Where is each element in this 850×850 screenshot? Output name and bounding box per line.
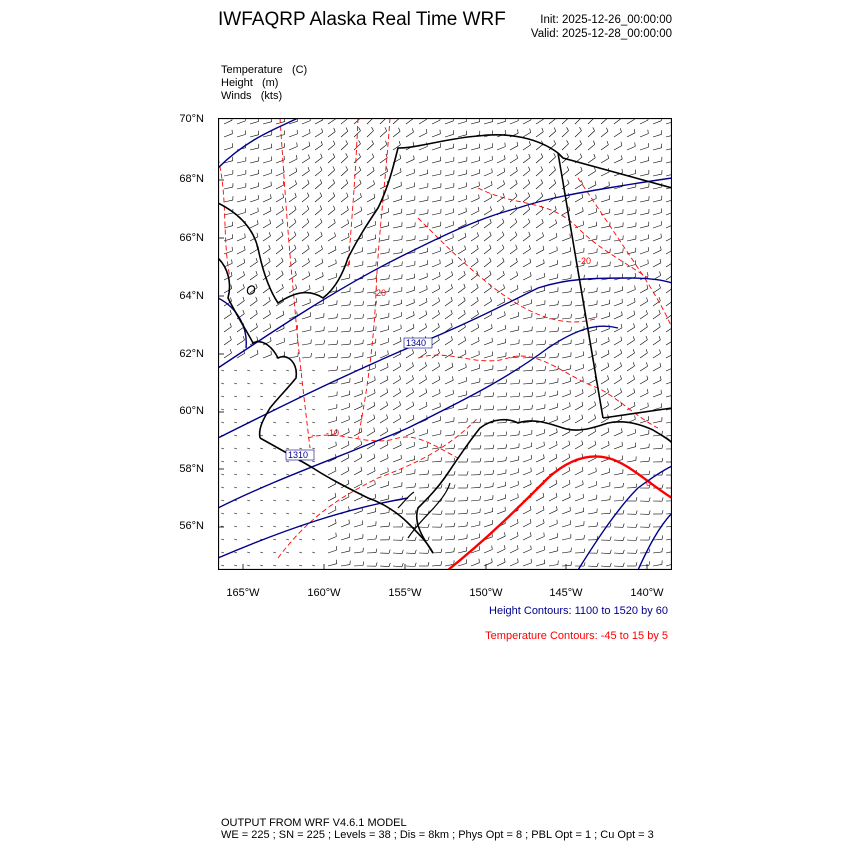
map-background [218,118,672,570]
lon-label-150: 150°W [469,587,503,599]
lat-label-56: 56°N [179,520,204,532]
field-height: Height (m) [221,77,279,89]
lon-label-165: 165°W [226,587,260,599]
model-footer [221,817,654,841]
map-panel [218,118,672,570]
temp-label: -20 [373,288,387,298]
lat-label-68: 68°N [179,173,204,185]
run-times [531,13,672,41]
lat-label-58: 58°N [179,463,204,475]
lat-label-60: 60°N [179,405,204,417]
model-config: WE = 225 ; SN = 225 ; Levels = 38 ; Dis = 8km ; Phys Opt = 8 ; PBL Opt = 1 ; Cu Opt = 3 [221,829,654,841]
temp-label: -10 [326,428,340,438]
valid-time: Valid: 2025-12-28_00:00:00 [530,28,672,40]
height-label: 1310 [288,450,309,460]
init-time: Init: 2025-12-26_00:00:00 [540,14,672,26]
height-contour-legend: Height Contours: 1100 to 1520 by 60 [489,605,668,617]
lon-label-140: 140°W [630,587,664,599]
plot-title: IWFAQRP Alaska Real Time WRF [218,9,506,30]
lat-label-64: 64°N [179,290,204,302]
temperature-contour-legend: Temperature Contours: -45 to 15 by 5 [485,630,668,642]
lat-label-70: 70°N [179,113,204,125]
model-version: OUTPUT FROM WRF V4.6.1 MODEL [221,817,407,829]
temp-label: 0 [646,478,652,488]
field-temperature: Temperature (C) [221,64,308,76]
lon-label-145: 145°W [549,587,583,599]
lon-label-160: 160°W [307,587,341,599]
lat-label-66: 66°N [179,232,204,244]
lat-label-62: 62°N [179,348,204,360]
height-label: 1340 [406,338,427,348]
lon-label-155: 155°W [388,587,422,599]
field-list [221,64,307,103]
field-winds: Winds (kts) [221,90,283,102]
temp-label: -20 [578,256,592,266]
